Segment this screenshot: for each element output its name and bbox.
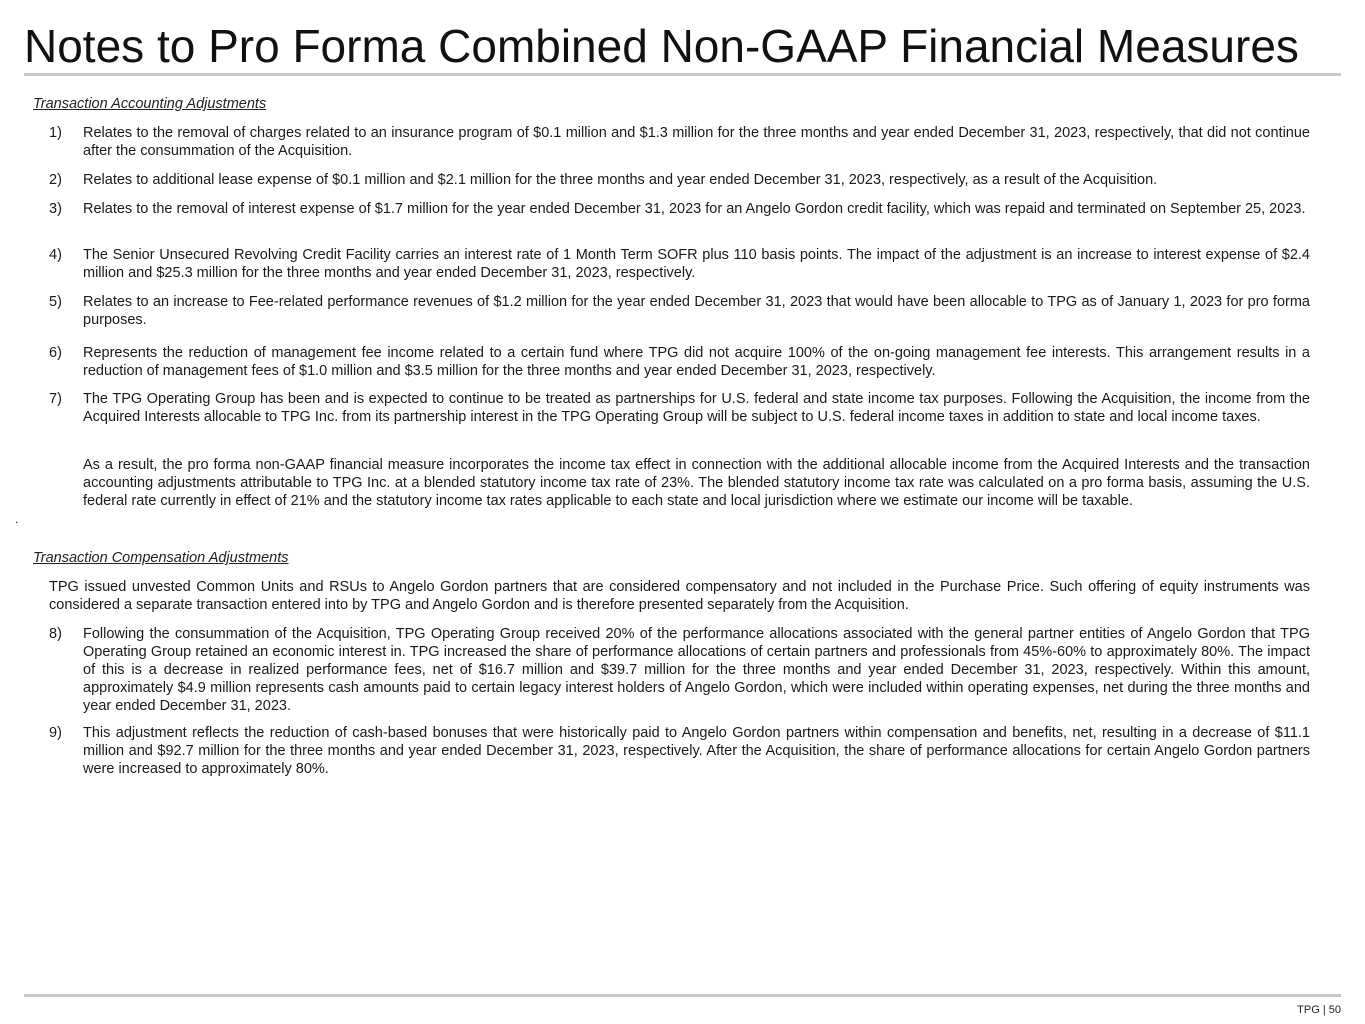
- note-7-continuation: As a result, the pro forma non-GAAP financial measure incorporates the income tax effect in connection with the additional allocable income from the Acquired Interests and the transaction accounting adjustments attributable to TPG Inc. at a blended statutory income tax rate of 23%. The blended statutory income tax rate was calculated on a pro forma basis, assuming the U.S. federal rate currently in effect of 21% and the statutory income tax rates applicable to each state and local jurisdiction where we estimate our income will be taxable.: [83, 457, 1310, 509]
- note-text: This adjustment reflects the reduction of cash-based bonuses that were historically paid to Angelo Gordon partners within compensation and benefits, net, resulting in a decrease of $11.1 million and $92.7 million for the three months and year ended December 31, 2023, respectively. After the Acquisition, the share of performance allocations for certain Angelo Gordon partners were increased to approximately 80%.: [83, 725, 1310, 777]
- note-text: Following the consummation of the Acquisition, TPG Operating Group received 20% of the performance allocations associated with the general partner entities of Angelo Gordon that TPG Operating Group retained an economic interest in. TPG increased the share of performance allocations of certain partners and professionals from 45%-60% to approximately 80%. The impact of this is a decrease in realized performance fees, net of $16.7 million and $39.7 million for the three months and year ended December 31, 2023, respectively. Within this amount, approximately $4.9 million represents cash amounts paid to certain legacy interest holders of Angelo Gordon, which were included within operating expenses, net during the three months and year ended December 31, 2023.: [83, 626, 1310, 714]
- note-number: 2): [49, 172, 62, 188]
- note-5: [49, 293, 1310, 329]
- note-text: The Senior Unsecured Revolving Credit Facility carries an interest rate of 1 Month Term SOFR plus 110 basis points. The impact of the adjustment is an increase to interest expense of $2.4 million and $25.3 million for the three months and year ended December 31, 2023, respectively.: [83, 247, 1310, 281]
- note-text: Represents the reduction of management fee income related to a certain fund where TPG did not acquire 100% of the on-going management fee interests. This arrangement results in a reduction of management fees of $1.0 million and $3.5 million for the three months and year ended December 31, 2023, respectively.: [83, 345, 1310, 379]
- note-4: [49, 246, 1310, 282]
- note-number: 1): [49, 125, 62, 141]
- stray-mark: .: [15, 512, 19, 526]
- note-text: Relates to the removal of interest expense of $1.7 million for the year ended December 31, 2023 for an Angelo Gordon credit facility, which was repaid and terminated on September 25, 2023.: [83, 201, 1306, 217]
- note-9: [49, 724, 1310, 778]
- note-number: 8): [49, 626, 62, 642]
- section-heading-transaction-compensation: Transaction Compensation Adjustments: [33, 550, 289, 566]
- note-number: 6): [49, 345, 62, 361]
- page-footer: TPG | 50: [1297, 1004, 1341, 1016]
- note-number: 5): [49, 294, 62, 310]
- note-number: 3): [49, 201, 62, 217]
- note-8: [49, 625, 1310, 715]
- note-7: [49, 390, 1310, 426]
- section-heading-transaction-accounting: Transaction Accounting Adjustments: [33, 96, 267, 112]
- note-1: [49, 124, 1310, 160]
- note-text: Relates to additional lease expense of $0.1 million and $2.1 million for the three months and year ended December 31, 2023, respectively, as a result of the Acquisition.: [83, 172, 1158, 188]
- footer-divider: [24, 994, 1341, 997]
- note-number: 7): [49, 391, 62, 407]
- note-text: The TPG Operating Group has been and is expected to continue to be treated as partnerships for U.S. federal and state income tax purposes. Following the Acquisition, the income from the Acquired Interests allocable to TPG Inc. from its partnership interest in the TPG Operating Group will be subject to U.S. federal income taxes in addition to state and local income taxes.: [83, 391, 1310, 425]
- page-title: Notes to Pro Forma Combined Non-GAAP Financial Measures: [24, 20, 1299, 72]
- note-number: 4): [49, 247, 62, 263]
- compensation-intro: TPG issued unvested Common Units and RSUs to Angelo Gordon partners that are considered compensatory and not included in the Purchase Price. Such offering of equity instruments was considered a separate transaction entered into by TPG and Angelo Gordon and is therefore presented separately from the Acquisition.: [49, 579, 1310, 613]
- note-2: [49, 171, 1310, 189]
- note-text: Relates to an increase to Fee-related performance revenues of $1.2 million for the year ended December 31, 2023 that would have been allocable to TPG as of January 1, 2023 for pro forma purposes.: [83, 294, 1310, 328]
- note-number: 9): [49, 725, 62, 741]
- title-divider: [24, 73, 1341, 76]
- note-text: Relates to the removal of charges related to an insurance program of $0.1 million and $1.3 million for the three months and year ended December 31, 2023, respectively, that did not continue after the consummation of the Acquisition.: [83, 125, 1310, 159]
- note-3: [49, 200, 1310, 218]
- note-6: [49, 344, 1310, 380]
